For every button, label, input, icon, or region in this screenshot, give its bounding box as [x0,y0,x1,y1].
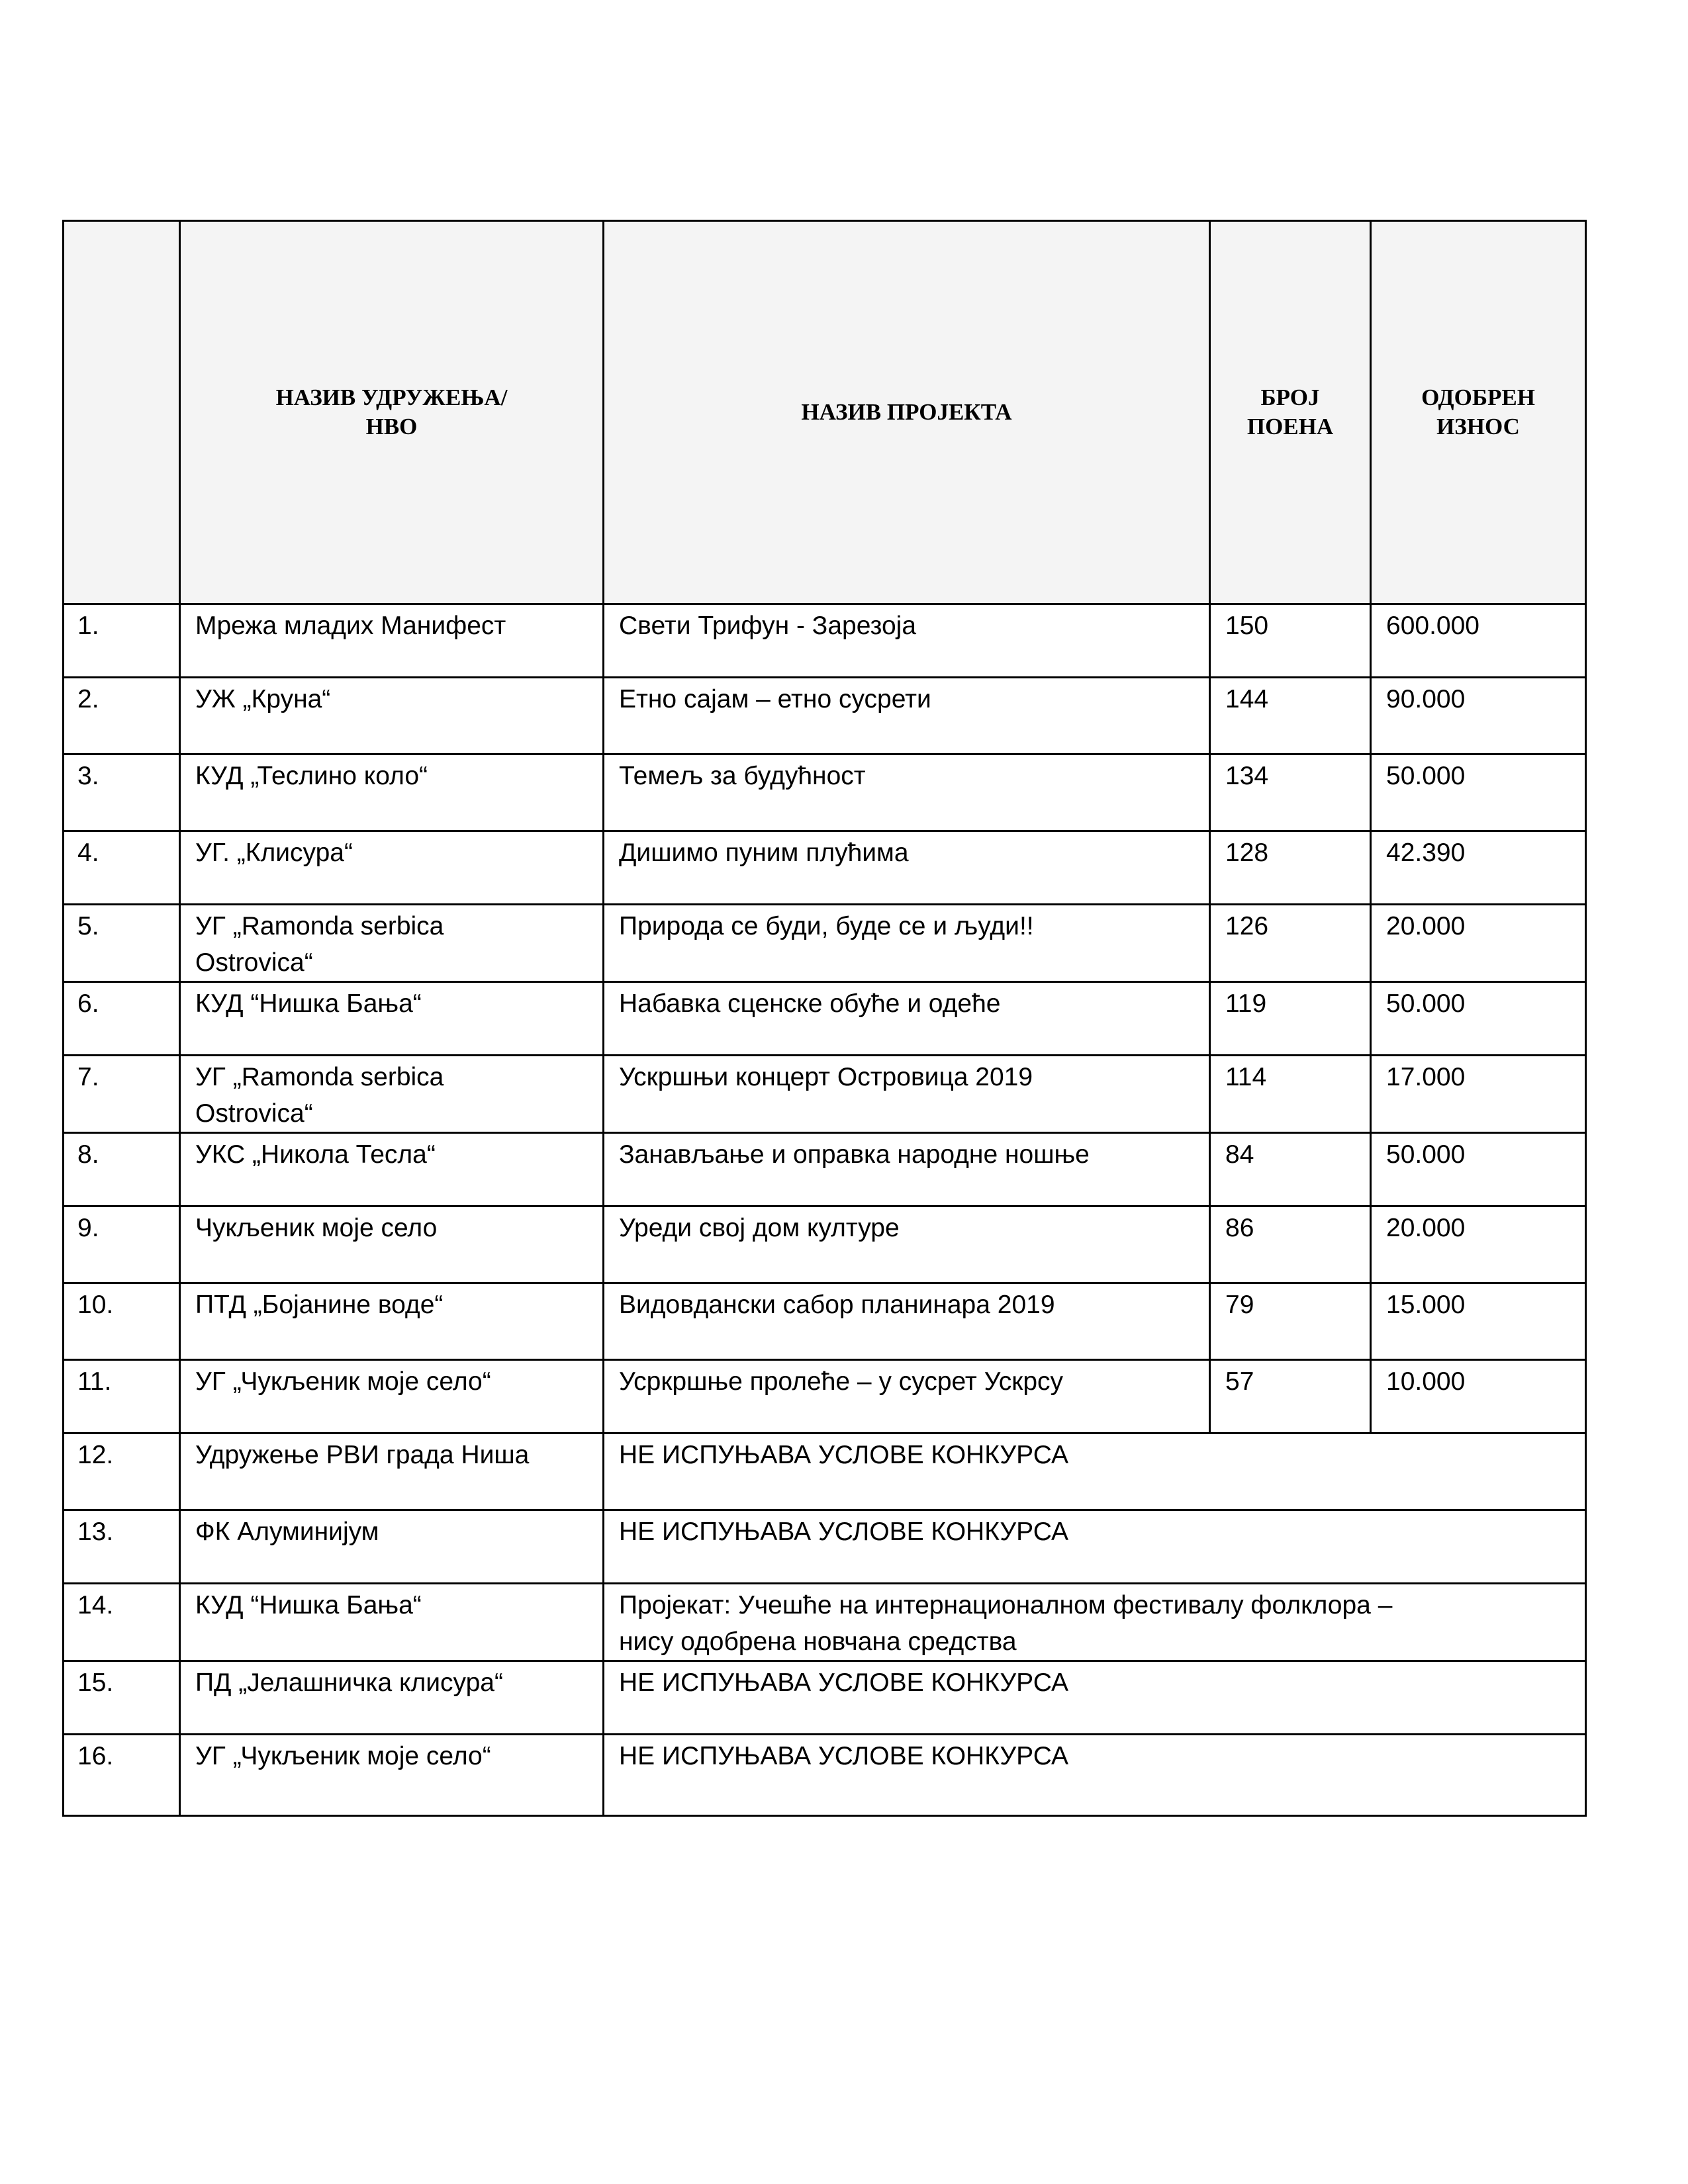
points-cell: 86 [1210,1206,1371,1283]
table-row [64,982,1586,1056]
table-row [64,1584,1586,1661]
rejection-note-cell: НЕ ИСПУЊАВА УСЛОВЕ КОНКУРСА [604,1661,1586,1735]
points-cell: 114 [1210,1056,1371,1133]
organization-cell: КУД „Теслино коло“ [180,754,604,831]
amount-cell: 50.000 [1371,1133,1586,1206]
organization-cell: УГ „Чукљеник моје село“ [180,1735,604,1816]
row-number: 8. [64,1133,180,1206]
row-number: 13. [64,1510,180,1584]
project-cell: Уреди свој дом културе [604,1206,1210,1283]
amount-cell: 17.000 [1371,1056,1586,1133]
row-number: 11. [64,1360,180,1433]
organization-cell: Мрежа младих Манифест [180,604,604,678]
row-number: 4. [64,831,180,905]
table-row [64,1206,1586,1283]
organization-cell: Чукљеник моје село [180,1206,604,1283]
points-cell: 126 [1210,905,1371,982]
row-number: 16. [64,1735,180,1816]
table-row [64,1433,1586,1510]
organization-cell: ПД „Јелашничка клисура“ [180,1661,604,1735]
organization-cell: УКС „Никола Тесла“ [180,1133,604,1206]
header-points: БРОЈ ПОЕНА [1210,221,1371,604]
row-number: 14. [64,1584,180,1661]
row-number: 7. [64,1056,180,1133]
organization-cell: УГ „Ramonda serbica Ostrovica“ [180,905,604,982]
project-cell: Занављање и оправка народне ношње [604,1133,1210,1206]
table-row [64,604,1586,678]
project-cell: Ускршњи концерт Островица 2019 [604,1056,1210,1133]
organization-cell: УГ. „Клисура“ [180,831,604,905]
rejection-note-cell: НЕ ИСПУЊАВА УСЛОВЕ КОНКУРСА [604,1433,1586,1510]
organization-cell: ПТД „Бојанине воде“ [180,1283,604,1360]
amount-cell: 10.000 [1371,1360,1586,1433]
amount-cell: 50.000 [1371,754,1586,831]
table-row [64,831,1586,905]
header-amount: ОДОБРЕН ИЗНОС [1371,221,1586,604]
amount-cell: 90.000 [1371,678,1586,754]
rejection-note-cell: НЕ ИСПУЊАВА УСЛОВЕ КОНКУРСА [604,1735,1586,1816]
row-number: 15. [64,1661,180,1735]
points-cell: 134 [1210,754,1371,831]
project-cell: Дишимо пуним плућима [604,831,1210,905]
row-number: 6. [64,982,180,1056]
organization-cell: УГ „Ramonda serbica Ostrovica“ [180,1056,604,1133]
project-cell: Темељ за будућност [604,754,1210,831]
row-number: 5. [64,905,180,982]
amount-cell: 42.390 [1371,831,1586,905]
table-row [64,1283,1586,1360]
row-number: 9. [64,1206,180,1283]
header-organization: НАЗИВ УДРУЖЕЊА/ НВО [180,221,604,604]
project-cell: Природа се буди, буде се и људи!! [604,905,1210,982]
table-row [64,1735,1586,1816]
organization-cell: УЖ „Круна“ [180,678,604,754]
amount-cell: 15.000 [1371,1283,1586,1360]
points-cell: 150 [1210,604,1371,678]
table-row [64,905,1586,982]
points-cell: 128 [1210,831,1371,905]
row-number: 12. [64,1433,180,1510]
row-number: 3. [64,754,180,831]
organization-cell: КУД “Нишка Бања“ [180,1584,604,1661]
organization-cell: УГ „Чукљеник моје село“ [180,1360,604,1433]
project-cell: Свети Трифун - Зарезоја [604,604,1210,678]
table-row [64,1510,1586,1584]
row-number: 1. [64,604,180,678]
header-number [64,221,180,604]
amount-cell: 600.000 [1371,604,1586,678]
project-cell: Усркршње пролеће – у сусрет Ускрсу [604,1360,1210,1433]
points-cell: 119 [1210,982,1371,1056]
table-row [64,1360,1586,1433]
table-header-row [64,221,1586,604]
header-project: НАЗИВ ПРОЈЕКТА [604,221,1210,604]
points-cell: 84 [1210,1133,1371,1206]
project-cell: Набавка сценске обуће и одеће [604,982,1210,1056]
points-cell: 79 [1210,1283,1371,1360]
grants-table [62,220,1587,1817]
rejection-note-cell: НЕ ИСПУЊАВА УСЛОВЕ КОНКУРСА [604,1510,1586,1584]
table-row [64,1661,1586,1735]
amount-cell: 20.000 [1371,1206,1586,1283]
organization-cell: ФК Алуминијум [180,1510,604,1584]
table-row [64,1056,1586,1133]
row-number: 2. [64,678,180,754]
rejection-note-cell: Пројекат: Учешће на интернационалном фестивалу фолклора – нису одобрена новчана средства [604,1584,1586,1661]
project-cell: Етно сајам – етно сусрети [604,678,1210,754]
organization-cell: КУД “Нишка Бања“ [180,982,604,1056]
amount-cell: 20.000 [1371,905,1586,982]
points-cell: 57 [1210,1360,1371,1433]
points-cell: 144 [1210,678,1371,754]
amount-cell: 50.000 [1371,982,1586,1056]
table-row [64,754,1586,831]
table-row [64,678,1586,754]
organization-cell: Удружење РВИ града Ниша [180,1433,604,1510]
row-number: 10. [64,1283,180,1360]
table-row [64,1133,1586,1206]
project-cell: Видовдански сабор планинара 2019 [604,1283,1210,1360]
